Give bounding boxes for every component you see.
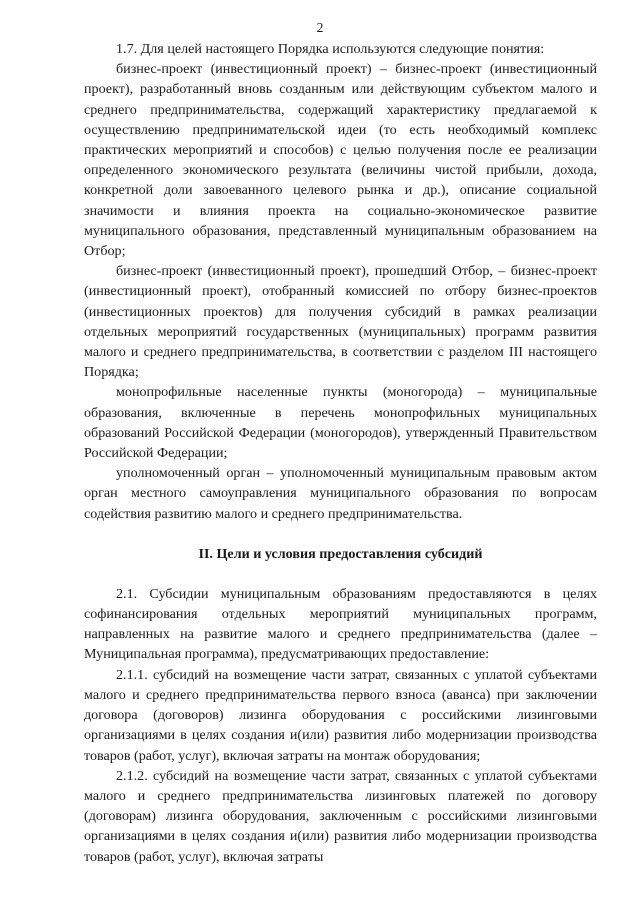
- definition-business-project: бизнес-проект (инвестиционный проект) – бизнес-проект (инвестиционный проект), разработанный вновь созданным или действующим субъектом малого и среднего предпринимательства, содержащий характеристику предлагаемой к осуществлению предпринимательской идеи (то есть необходимый комплекс практических мероприятий и способов) с целью получения после ее реализации определенного экономического результата (величины чистой прибыли, дохода, конкретной доли завоеванного целевого рынка и др.), описание социальной значимости и влияния проекта на социально-экономическое развитие муниципального образования, представленный муниципальным образованием на Отбор;: [84, 61, 597, 260]
- definition-monotowns: монопрофильные населенные пункты (моногорода) – муниципальные образования, включенные в перечень монопрофильных муниципальных образований Российской Федерации (моногородов), утвержденный Правительством Российской Федерации;: [84, 384, 597, 462]
- paragraph-2-1-2: 2.1.2. субсидий на возмещение части затрат, связанных с уплатой субъектами малого и среднего предпринимательства лизинговых платежей по договору (договорам) лизинга оборудования, заключенным с российскими лизинговыми организациями в целях создания и(или) развития либо модернизации производства товаров (работ, услуг), включая затраты: [84, 767, 597, 865]
- paragraph-2-1: 2.1. Субсидии муниципальным образованиям предоставляются в целях софинансирования отдельных мероприятий муниципальных программ, направленных на развитие малого и среднего предпринимательства (далее – Муниципальная программа), предусматривающих предоставление:: [84, 585, 597, 663]
- section-heading: II. Цели и условия предоставления субсидий: [198, 545, 483, 562]
- document-body: [84, 39, 597, 867]
- page-number: 2: [316, 20, 324, 35]
- paragraph-1-7: 1.7. Для целей настоящего Порядка используются следующие понятия:: [116, 41, 545, 57]
- definition-authorized-body: уполномоченный орган – уполномоченный муниципальным правовым актом орган местного самоуправления муниципального образования по вопросам содействия развитию малого и среднего предпринимательства.: [84, 465, 597, 522]
- definition-selected-business-project: бизнес-проект (инвестиционный проект), прошедший Отбор, – бизнес-проект (инвестиционный проект), отобранный комиссией по отбору бизнес-проектов (инвестиционных проектов) для получения субсидий в рамках реализации отдельных мероприятий государственных (муниципальных) программ развития малого и среднего предпринимательства, в соответствии с разделом III настоящего Порядка;: [84, 263, 597, 381]
- paragraph-2-1-1: 2.1.1. субсидий на возмещение части затрат, связанных с уплатой субъектами малого и среднего предпринимательства первого взноса (аванса) при заключении договора (договоров) лизинга оборудования с российскими лизинговыми организациями в целях создания и(или) развития либо модернизации производства товаров (работ, услуг), включая затраты на монтаж оборудования;: [84, 666, 597, 764]
